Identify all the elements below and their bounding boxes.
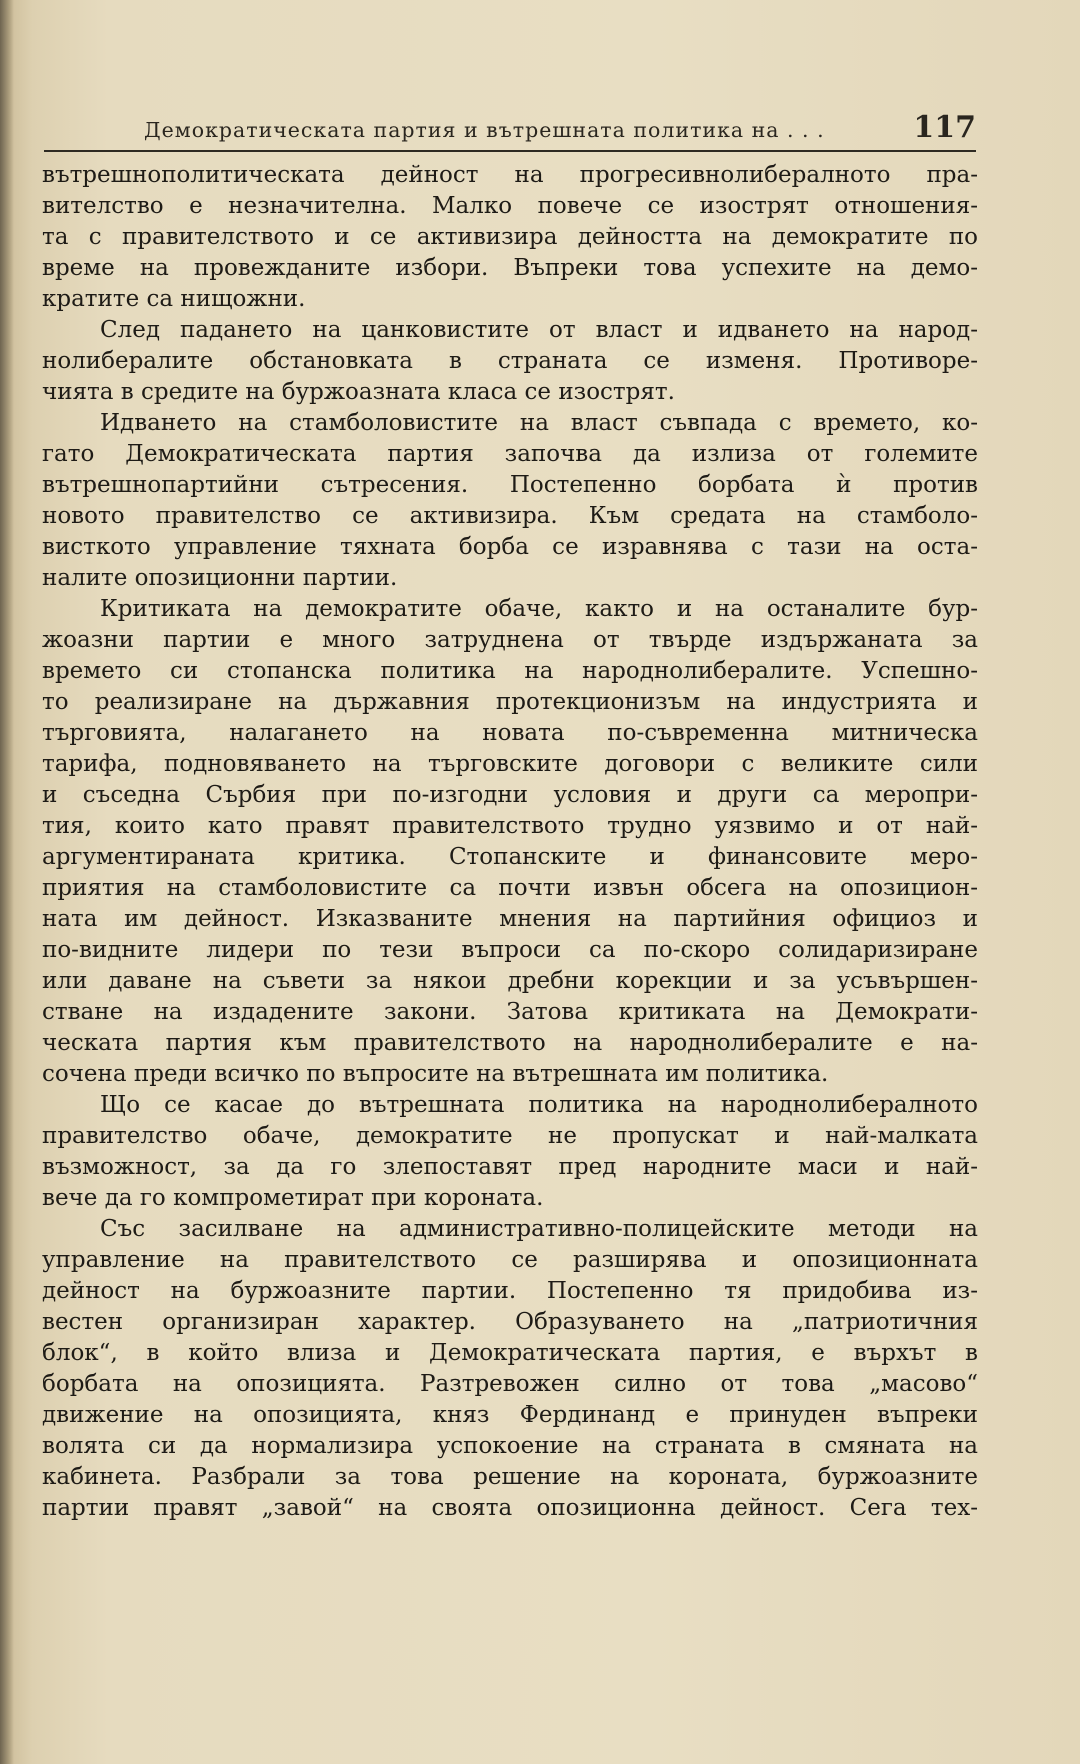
text-line: или даване на съвети за някои дребни корекции и за усъвършен- — [42, 968, 978, 994]
text-line: вътрешнополитическата дейност на прогресивнолибералното пра- — [42, 162, 978, 188]
text-line: висткото управление тяхната борба се изравнява с тази на оста- — [42, 534, 978, 560]
text-line: управление на правителството се разширява и опозиционната — [42, 1247, 978, 1273]
text-line: сочена преди всичко по въпросите на вътрешната им политика. — [42, 1061, 829, 1087]
text-line: та с правителството и се активизира дейността на демократите по — [42, 224, 978, 250]
text-line: аргументираната критика. Стопанските и финансовите меро- — [42, 844, 978, 870]
text-line: вече да го компрометират при короната. — [42, 1185, 544, 1211]
text-line: Със засилване на административно-полицейските методи на — [100, 1216, 978, 1242]
text-line: гато Демократическата партия започва да излиза от големите — [42, 441, 978, 467]
binding-shadow — [0, 0, 14, 1764]
text-line: волята си да нормализира успокоение на страната в смяната на — [42, 1433, 978, 1459]
text-line: времето си стопанска политика на народнолибералите. Успешно- — [42, 658, 978, 684]
text-line: чията в средите на буржоазната класа се изострят. — [42, 379, 675, 405]
header-rule — [44, 150, 976, 152]
text-line: нолибералите обстановката в страната се изменя. Противоре- — [42, 348, 978, 374]
text-line: След падането на цанковистите от власт и идването на народ- — [100, 317, 978, 343]
page-number: 117 — [913, 110, 976, 145]
text-line: вителство е незначителна. Малко повече се изострят отношения- — [42, 193, 978, 219]
text-line: борбата на опозицията. Разтревожен силно от това „масово“ — [42, 1371, 978, 1397]
text-line: ната им дейност. Изказваните мнения на партийния официоз и — [42, 906, 978, 932]
text-line: налите опозиционни партии. — [42, 565, 398, 591]
text-line: ческата партия към правителството на народнолибералите е на- — [42, 1030, 978, 1056]
text-line: Що се касае до вътрешната политика на народнолибералното — [100, 1092, 978, 1118]
text-line: то реализиране на държавния протекционизъм на индустрията и — [42, 689, 978, 715]
text-line: тия, които като правят правителството трудно уязвимо и от най- — [42, 813, 978, 839]
text-line: стване на издадените закони. Затова критиката на Демократи- — [42, 999, 978, 1025]
running-head — [44, 110, 976, 150]
running-title: Демократическата партия и вътрешната политика на . . . — [144, 118, 825, 142]
text-line: по-видните лидери по тези въпроси са по-скоро солидаризиране — [42, 937, 978, 963]
text-line: време на провежданите избори. Въпреки това успехите на демо- — [42, 255, 978, 281]
text-line: партии правят „завой“ на своята опозиционна дейност. Сега тех- — [42, 1495, 978, 1521]
text-line: и съседна Сърбия при по-изгодни условия и други са меропри- — [42, 782, 978, 808]
text-line: движение на опозицията, княз Фердинанд е принуден въпреки — [42, 1402, 978, 1428]
text-line: вестен организиран характер. Образуването на „патриотичния — [42, 1309, 978, 1335]
body-text — [42, 160, 978, 1524]
text-line: дейност на буржоазните партии. Постепенно тя придобива из- — [42, 1278, 978, 1304]
text-line: кратите са нищожни. — [42, 286, 306, 312]
text-line: новото правителство се активизира. Към средата на стамболо- — [42, 503, 978, 529]
text-line: търговията, налагането на новата по-съвременна митническа — [42, 720, 978, 746]
text-line: Критиката на демократите обаче, както и на останалите бур- — [100, 596, 978, 622]
text-line: правителство обаче, демократите не пропускат и най-малката — [42, 1123, 978, 1149]
text-line: приятия на стамболовистите са почти извън обсега на опозицион- — [42, 875, 978, 901]
text-line: вътрешнопартийни сътресения. Постепенно борбата ѝ против — [42, 472, 978, 498]
text-line: кабинета. Разбрали за това решение на короната, буржоазните — [42, 1464, 978, 1490]
text-line: Идването на стамболовистите на власт съвпада с времето, ко- — [100, 410, 978, 436]
text-line: жоазни партии е много затруднена от твърде издържаната за — [42, 627, 978, 653]
text-line: блок“, в който влиза и Демократическата партия, е върхът в — [42, 1340, 978, 1366]
text-line: възможност, за да го злепоставят пред народните маси и най- — [42, 1154, 978, 1180]
text-line: тарифа, подновяването на търговските договори с великите сили — [42, 751, 978, 777]
